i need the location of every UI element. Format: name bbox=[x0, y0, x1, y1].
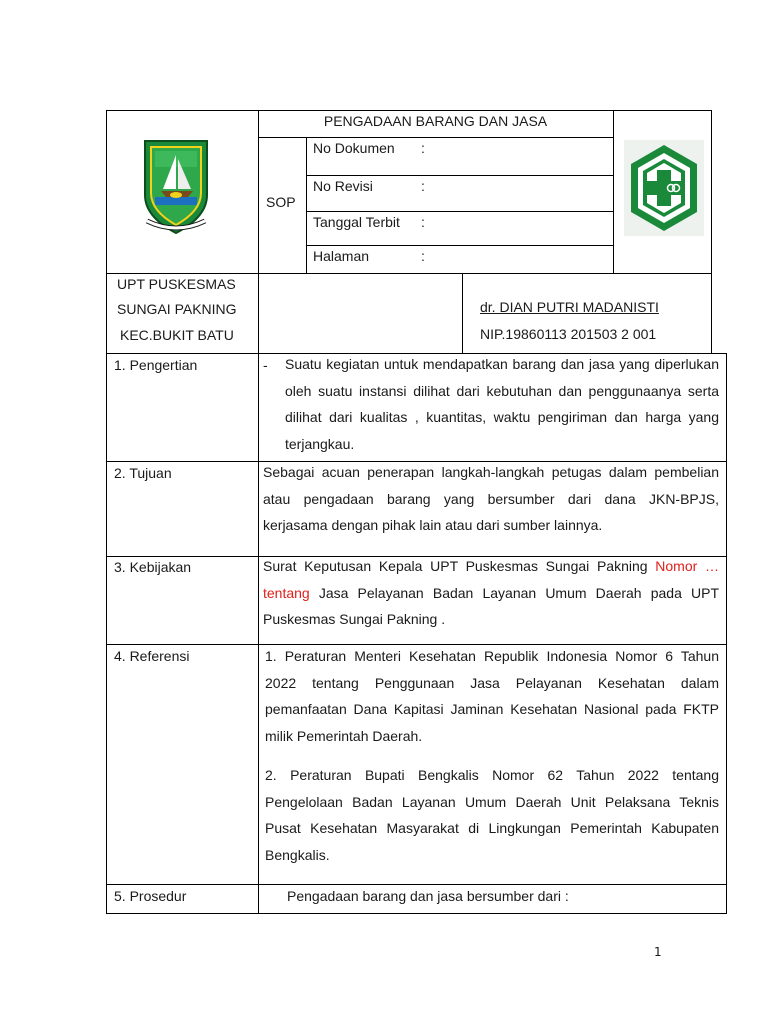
section-label-pengertian: 1. Pengertian bbox=[114, 357, 198, 373]
field-label-tanggal-terbit: Tanggal Terbit bbox=[313, 214, 400, 230]
field-sep: : bbox=[421, 178, 425, 194]
section-label-referensi: 4. Referensi bbox=[114, 648, 190, 664]
puskesmas-logo bbox=[624, 140, 704, 236]
field-sep: : bbox=[421, 140, 425, 156]
org-name-line: SUNGAI PAKNING bbox=[117, 301, 237, 317]
org-name-line: UPT PUSKESMAS bbox=[117, 276, 236, 292]
field-label-no-revisi: No Revisi bbox=[313, 178, 373, 194]
section-text-tujuan: Sebagai acuan penerapan langkah-langkah petugas dalam pembelian atau pengadaan barang yang bersumber dari dana JKN-BPJS, kerjasama dengan pihak lain atau dari sumber lainnya. bbox=[263, 464, 719, 533]
kebijakan-placeholder-red: Nomor …tentang bbox=[263, 558, 719, 601]
kebijakan-text-b: Jasa Pelayanan Badan Layanan Umum Daerah pada UPT Puskesmas Sungai Pakning . bbox=[263, 584, 719, 627]
section-label-prosedur: 5. Prosedur bbox=[114, 888, 187, 904]
section-label-kebijakan: 3. Kebijakan bbox=[114, 559, 192, 575]
section-label-tujuan: 2. Tujuan bbox=[114, 465, 172, 481]
page-number: 1 bbox=[654, 945, 662, 959]
org-name-line: KEC.BUKIT BATU bbox=[120, 327, 234, 343]
field-sep: : bbox=[421, 248, 425, 264]
section-text-kebijakan bbox=[263, 553, 719, 633]
sop-label: SOP bbox=[266, 194, 296, 210]
referensi-item: 1. Peraturan Menteri Kesehatan Republik Indonesia Nomor 6 Tahun 2022 tentang Penggunaan Jasa Pelayanan Kesehatan dalam pemanfaatan Dana Kapitasi Jaminan Kesehatan Nasional pada FKTP milik Pemerintah Daerah. bbox=[265, 648, 719, 744]
field-label-no-dokumen: No Dokumen bbox=[313, 140, 395, 156]
referensi-item: 2. Peraturan Bupati Bengkalis Nomor 62 Tahun 2022 tentang Pengelolaan Badan Layanan Umum Daerah Unit Pelaksana Teknis Pusat Kesehatan Masyarakat di Lingkungan Pemerintah Kabupaten Bengkalis. bbox=[265, 767, 719, 863]
regency-crest-logo bbox=[141, 137, 211, 237]
signer-name: dr. DIAN PUTRI MADANISTI bbox=[480, 299, 659, 315]
document-title: PENGADAAN BARANG DAN JASA bbox=[323, 113, 548, 129]
section-text-prosedur: Pengadaan barang dan jasa bersumber dari : bbox=[287, 888, 569, 904]
kebijakan-text-a: Surat Keputusan Kepala UPT Puskesmas Sungai Pakning bbox=[263, 558, 656, 574]
bullet: - bbox=[263, 357, 268, 373]
section-text-pengertian: Suatu kegiatan untuk mendapatkan barang dan jasa yang diperlukan oleh suatu instansi dilihat dari kebutuhan dan penggunaanya serta dilihat dari kualitas , kuantitas, waktu pengiriman dan harga yang terjangkau. bbox=[285, 356, 719, 452]
signer-nip: NIP.19860113 201503 2 001 bbox=[480, 326, 657, 342]
field-label-halaman: Halaman bbox=[313, 248, 370, 264]
field-sep: : bbox=[421, 214, 425, 230]
